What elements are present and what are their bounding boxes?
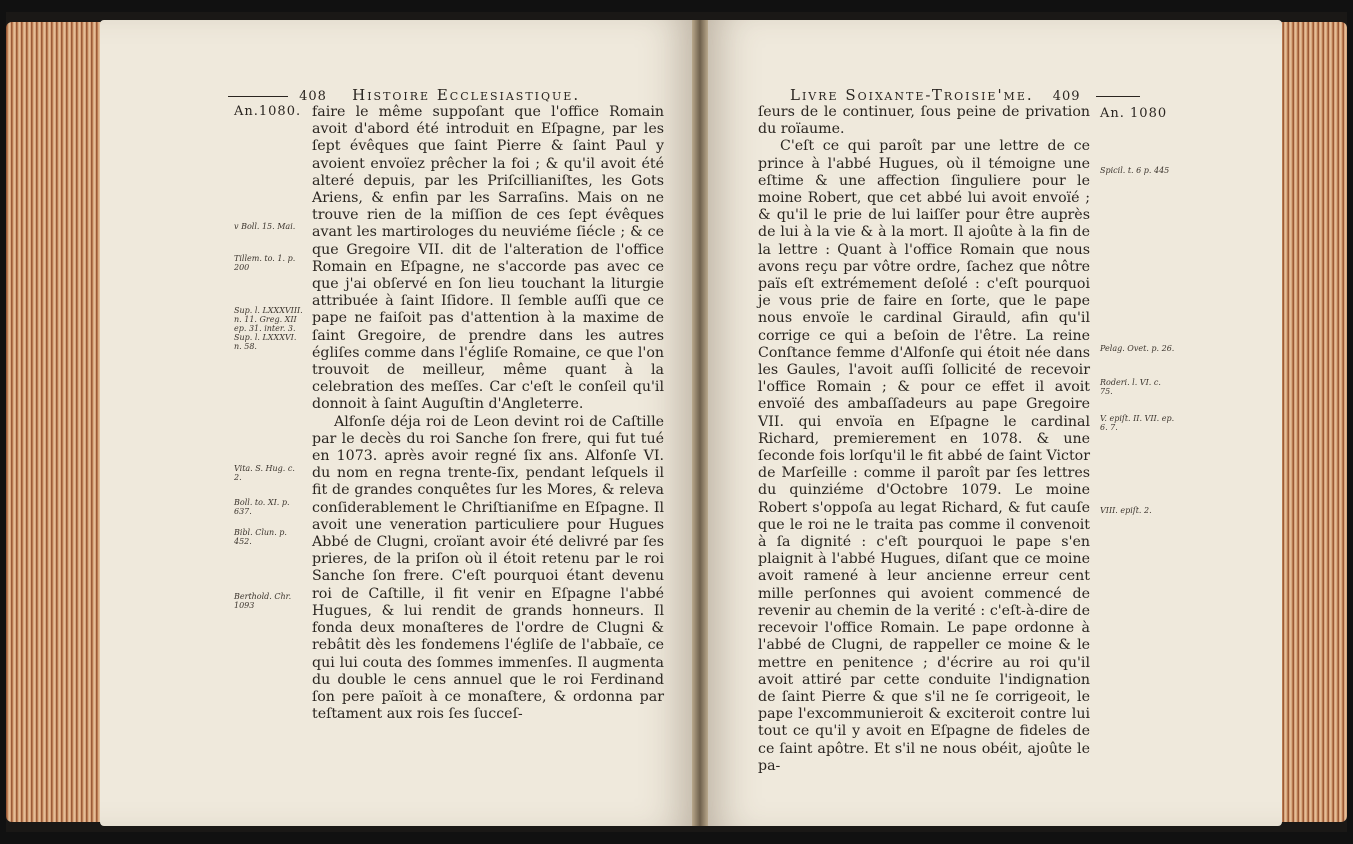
book-spread	[6, 12, 1347, 832]
margin-note: Tillem. to. 1. p. 200	[234, 254, 296, 272]
margin-note: Sup. l. LXXXVIII. n. 11. Greg. XII ep. 31. inter. 3. Sup. l. LXXXVI. n. 58.	[234, 306, 303, 351]
left-page	[100, 20, 692, 826]
margin-note: V. epiſt. II. VII. ep. 6. 7.	[1100, 414, 1175, 432]
left-body-text	[312, 104, 664, 723]
right-running-header	[790, 86, 1140, 104]
header-rule	[228, 96, 288, 97]
right-page	[708, 20, 1282, 826]
right-year-margin: An. 1080	[1100, 106, 1168, 121]
margin-note: Pelag. Ovet. p. 26.	[1100, 344, 1175, 353]
right-page-number: 409	[1052, 89, 1081, 104]
header-rule	[1096, 96, 1140, 97]
right-body-text	[758, 104, 1090, 775]
right-paragraph: ſeurs de le continuer, ſous peine de privation du roïaume.	[758, 104, 1090, 138]
left-running-head: Histoire Ecclesiastique.	[352, 86, 581, 104]
margin-note: VIII. epiſt. 2.	[1100, 506, 1152, 515]
margin-note: Boll. to. XI. p. 637.	[234, 498, 290, 516]
margin-note: Roderi. l. VI. c. 75.	[1100, 378, 1161, 396]
book-gutter	[692, 20, 708, 826]
right-page-edges	[1279, 22, 1347, 822]
left-running-header	[228, 86, 580, 104]
margin-note: v Boll. 15. Mai.	[234, 222, 296, 231]
right-running-head: Livre Soixante-Troisie'me.	[790, 86, 1034, 104]
margin-note: Vita. S. Hug. c. 2.	[234, 464, 295, 482]
left-paragraph: faire le même suppoſant que l'office Romain avoit d'abord été introduit en Eſpagne, par les ſept évêques que ſaint Pierre & ſaint Paul y avoient envoïez prêcher la foi ; & qu'il avoit été alteré depuis, par les Priſcillianiſtes, les Gots Ariens, & enfin par les Sarraſins. Mais on ne trouve rien de la miſſion de ces ſept évêques avant les martirologes du neuviéme ſiécle ; & ce que Gregoire VII. dit de l'alteration de l'office Romain en Eſpagne, ne s'accorde pas avec ce que j'ai obſervé en ſon lieu touchant la liturgie attribuée à ſaint Iſidore. Il ſemble auſſi que ce pape ne faiſoit pas d'attention à la maxime de ſaint Gregoire, de prendre dans les autres égliſes comme dans l'égliſe Romaine, ce que l'on trouvoit de meilleur, même quant à la celebration des meſſes. Car c'eſt le conſeil qu'il donnoit à ſaint Auguſtin d'Angleterre.	[312, 104, 664, 413]
left-paragraph: Alfonſe déja roi de Leon devint roi de Caſtille par le decès du roi Sanche ſon frere, qui fut tué en 1073. après avoir regné ſix ans. Alfonſe VI. du nom en regna trente-ſix, pendant leſquels il fit de grandes conquêtes ſur les Mores, & releva conſiderablement le Chriſtianiſme en Eſpagne. Il avoit une veneration particuliere pour Hugues Abbé de Clugni, croïant avoir été delivré par ſes prieres, de la priſon où il étoit retenu par le roi Sanche ſon frere. C'eſt pourquoi étant devenu roi de Caſtille, il fit venir en Eſpagne l'abbé Hugues, & lui rendit de grands honneurs. Il fonda deux monaſteres de l'ordre de Clugni & rebâtit dès les fondemens l'égliſe de l'abbaïe, ce qui lui couta des ſommes immenſes. Il augmenta du double le cens annuel que le roi Ferdinand ſon pere païoit à ce monaſtere, & ordonna par teſtament aux rois ſes ſucceſ-	[312, 413, 664, 723]
margin-note: Berthold. Chr. 1093	[234, 592, 292, 610]
margin-note: Bibl. Clun. p. 452.	[234, 528, 287, 546]
margin-note: Spicil. t. 6 p. 445	[1100, 166, 1170, 175]
right-paragraph: C'eſt ce qui paroît par une lettre de ce prince à l'abbé Hugues, où il témoigne une eſtime & une affection ſinguliere pour le moine Robert, que cet abbé lui avoit envoïé ; & qu'il le prie de lui laiſſer pour être auprès de lui à la vie & à la mort. Il ajoûte à la fin de la lettre : Quant à l'office Romain que nous avons reçu par vôtre ordre, ſachez que nôtre païs eſt extrémement deſolé : c'eſt pourquoi je vous prie de faire en ſorte, que le pape nous envoïe le cardinal Girauld, afin qu'il corrige ce qui a beſoin de l'être. La reine Conſtance femme d'Alfonſe qui étoit née dans les Gaules, l'avoit auſſi ſollicité de recevoir l'office Romain ; & pour ce effet il avoit envoïé des ambaſſadeurs au pape Gregoire VII. qui envoïa en Eſpagne le cardinal Richard, premierement en 1078. & une ſeconde fois lorſqu'il le fit abbé de ſaint Victor de Marſeille : comme il paroît par ſes lettres du quinziéme d'Octobre 1079. Le moine Robert s'oppoſa au legat Richard, & fut cauſe que le roi ne le traita pas comme il convenoit à ſa dignité : c'eſt pourquoi le pape s'en plaignit à l'abbé Hugues, diſant que ce moine avoit ramené à leur ancienne erreur cent mille perſonnes qui avoient commencé de revenir au chemin de la verité : c'eſt-à-dire de recevoir l'office Romain. Le pape ordonne à l'abbé de Clugni, de rappeller ce moine & le mettre en penitence ; d'écrire au roi qu'il avoit attiré par cette conduite l'indignation de ſaint Pierre & que s'il ne ſe corrigeoit, le pape l'excommunieroit & exciteroit contre lui tout ce qu'il y avoit en Eſpagne de fideles de ce ſaint apôtre. Et s'il ne nous obéit, ajoûte le pa-	[758, 138, 1090, 774]
left-year-margin: An.1080.	[234, 104, 302, 119]
left-page-number: 408	[299, 89, 327, 104]
